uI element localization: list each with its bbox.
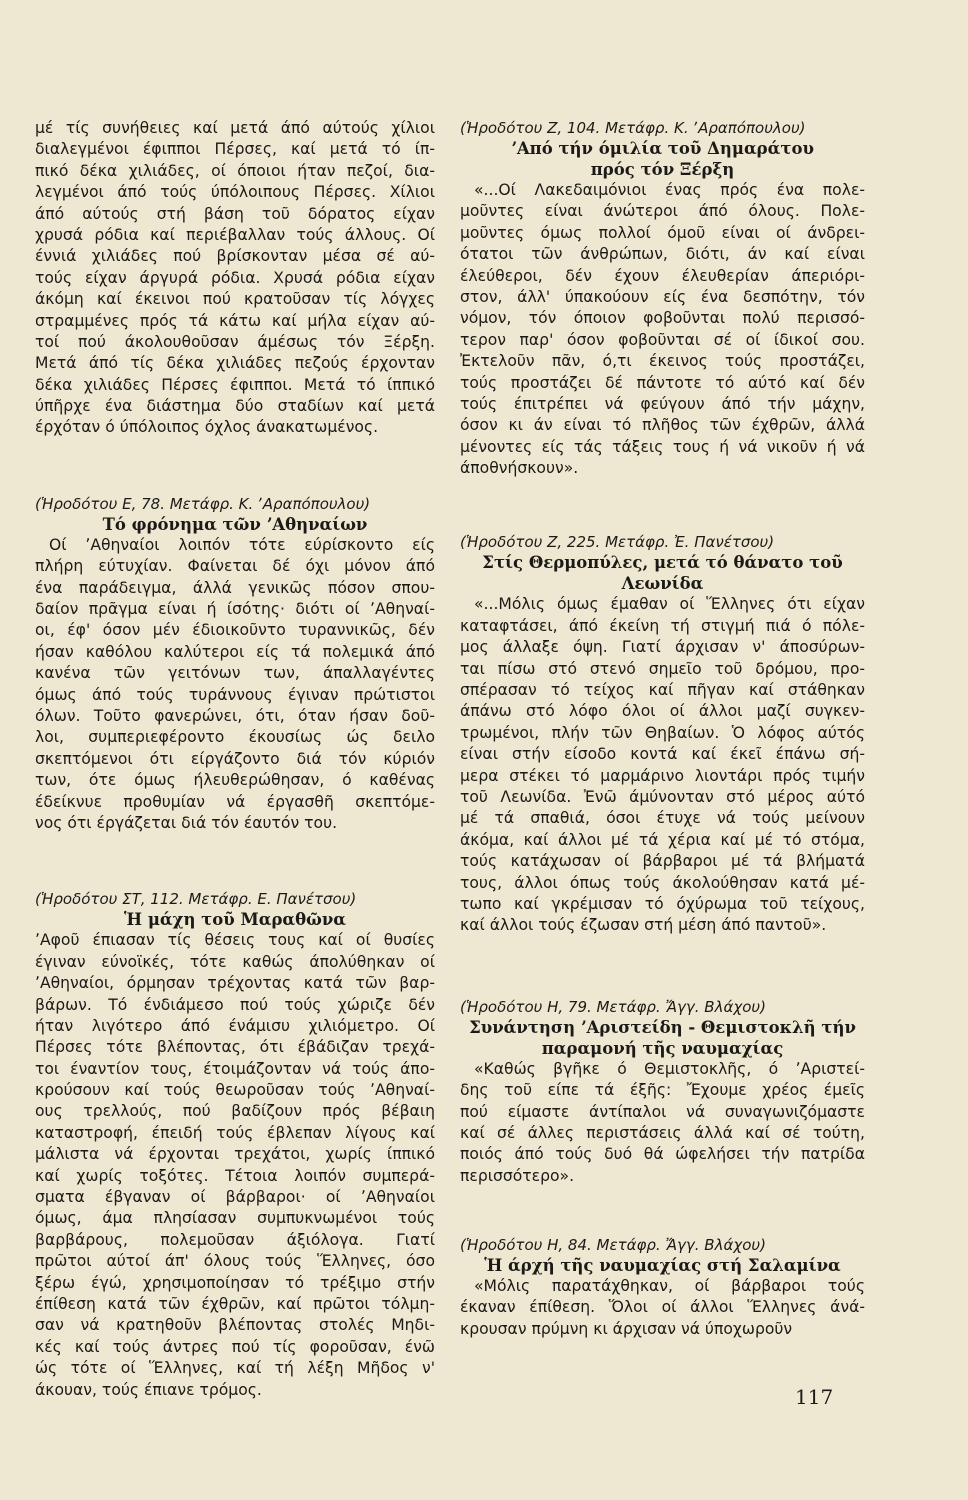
section-title-demaratus-line-2: πρός τόν Ξέρξη — [590, 160, 735, 179]
text-line: άποθνήσκουν». — [460, 459, 579, 478]
text-line: δέκα χιλιάδες Πέρσες έφιπποι. Μετά τό ίππικό — [35, 375, 435, 394]
text-line: μοῦντες όμως πολλοί όμοῦ είναι οί άνδρει- — [460, 223, 865, 242]
section-title-thermopylae-line-2: Λεωνίδα — [621, 574, 704, 594]
text-line: άπό αύτούς στή βάση τοῦ δόρατος είχαν — [35, 204, 435, 223]
text-line: ύπῆρχε ένα διάστημα δύο σταδίων καί μετά — [35, 397, 435, 416]
text-line: πλήρη εύτυχίαν. Φαίνεται δέ όχι μόνον άπό — [35, 557, 435, 576]
text-line: Μετά άπό τίς δέκα χιλιάδες πεζούς έρχονταν — [35, 354, 435, 373]
text-line: ʼΑθηναίοι, όρμησαν τρέχοντας κατά τῶν βαρ- — [35, 974, 435, 993]
text-line: ται πίσω στό στενό σημεῖο τοῦ δρόμου, προ- — [460, 659, 865, 678]
text-line: μάλιστα νά έρχονται τρεχάτοι, χωρίς ίππικό — [35, 1145, 435, 1164]
text-line: ήταν λιγότερο άπό ένάμισυ χιλιόμετρο. Οί — [35, 1016, 435, 1035]
text-line: ένα παράδειγμα, άλλά γενικῶς πόσον σπου- — [35, 578, 435, 597]
text-line: τερον παρ' όσον φοβοῦνται σέ οί ίδικοί σου. — [460, 330, 865, 349]
text-line: νόμον, τόν όποιον φοβοῦνται πολύ περισσό- — [460, 309, 865, 328]
text-line: λεγμένοι άπό τούς ύπόλοιπους Πέρσες. Χίλιοι — [35, 183, 435, 202]
text-line: τούς προστάζει δέ πάντοτε τό αύτό καί δέν — [460, 373, 865, 392]
text-line: όμως, άμα πλησίασαν συμπυκνωμένοι τούς — [35, 1209, 435, 1228]
section-text-aristides — [460, 1059, 865, 1187]
section-text-demaratus — [460, 180, 865, 479]
text-line: «Μόλις παρατάχθηκαν, οί βάρβαροι τούς — [474, 1277, 865, 1296]
text-line: έρχόταν ό ύπόλοιπος όχλος άνακατωμένος. — [35, 418, 379, 437]
section-title-marathon: Ἡ μάχη τοῦ Μαραθῶνα — [124, 910, 346, 930]
text-line: καταφτάσει, άπό έκείνη τή στιγμή πιά ό πόλε- — [460, 616, 865, 635]
section-text-salamis — [460, 1276, 865, 1340]
text-line: άκόμα, καί άλλοι μέ τά χέρια καί μέ τό στόμα, — [460, 830, 865, 849]
intro-paragraph — [35, 118, 435, 439]
text-line: ώς τότε οί Ἕλληνες, καί τή λέξη Μῆδος ν' — [35, 1359, 435, 1378]
section-text-athenians-spirit — [35, 535, 435, 834]
text-line: έγιναν εύνοϊκές, τότε καθώς άπολύθηκαν οί — [35, 952, 435, 971]
text-line: τωπο καί γκρέμισαν τό όχύρωμα τοῦ τείχους, — [460, 894, 865, 913]
text-line: καί σέ άλλες περιστάσεις άλλά καί σέ τούτη, — [460, 1123, 865, 1142]
text-line: «...Μόλις όμως έμαθαν οί Ἕλληνες ότι είχαν — [474, 595, 865, 614]
text-line: πού είμαστε άντίπαλοι νά συναγωνιζόμαστε — [460, 1102, 865, 1121]
text-line: μένοντες είς τάς τάξεις τους ή νά νικοῦν ή νά — [460, 437, 865, 456]
source-citation-h79: (Ἡροδότου Η, 79. Μετάφρ. Ἄγγ. Βλάχου) — [460, 997, 766, 1016]
source-citation-e78: (Ἡροδότου Ε, 78. Μετάφρ. Κ. ʼΑραπόπουλου) — [35, 494, 371, 513]
text-line: βαρβάρους, πολεμοῦσαν άξιόλογα. Γιατί — [35, 1230, 435, 1249]
text-line: άκουαν, τούς έπιανε τρόμος. — [35, 1380, 262, 1399]
section-text-thermopylae — [460, 594, 865, 936]
text-line: βάρων. Τό ένδιάμεσο πού τούς χώριζε δέν — [35, 995, 435, 1014]
text-line: τοί πού άκολουθοῦσαν άμέσως τόν Ξέρξη. — [35, 332, 435, 351]
text-line: κρούσουν καί τούς θεωροῦσαν τούς ʼΑθηναί- — [35, 1081, 435, 1100]
text-line: καί άλλοι τούς έζωσαν στή μέση άπό παντοῦ». — [460, 916, 827, 935]
text-line: «...Οί Λακεδαιμόνιοι ένας πρός ένα πολε- — [474, 181, 865, 199]
text-line: έννιά χιλιάδες πού βρίσκονταν μέσα σέ αύ- — [35, 247, 435, 266]
text-line: έλεύθεροι, δέν έχουν έλευθερίαν άπεριόρι- — [460, 266, 865, 285]
text-line: Πέρσες τότε βλέποντας, ότι έβάδιζαν τρεχά- — [35, 1038, 435, 1057]
text-line: τρωμένοι, πλήν τῶν Θηβαίων. Ὁ λόφος αύτός — [460, 723, 865, 742]
text-line: πικό δέκα χιλιάδες, οί όποιοι ήταν πεζοί, δια- — [35, 161, 435, 180]
text-line: δης τοῦ είπε τά έξῆς: Ἔχουμε χρέος έμεῖς — [460, 1081, 865, 1100]
text-line: πρῶτοι αύτοί άπ' όλους τούς Ἕλληνες, όσο — [35, 1252, 435, 1271]
section-title-salamis: Ἡ άρχή τῆς ναυμαχίας στή Σαλαμίνα — [484, 1256, 841, 1276]
text-line: κρουσαν πρύμνη κι άρχισαν νά ύποχωροῦν — [460, 1319, 793, 1338]
text-line: κανένα τῶν γειτόνων των, άπαλλαγέντες — [35, 664, 435, 683]
page-number: 117 — [795, 1385, 834, 1409]
text-line: σκεπτόμενοι ότι είργάζοντο διά τόν κύριόν — [35, 749, 435, 768]
source-citation-z104: (Ἡροδότου Ζ, 104. Μετάφρ. Κ. ʼΑραπόπουλου) — [460, 119, 806, 137]
text-line: τοι έναντίον τους, έτοιμάζονταν νά τούς άπο- — [35, 1059, 435, 1078]
section-title-athenians-spirit: Τό φρόνημα τῶν ʼΑθηναίων — [102, 514, 368, 534]
text-line: ʼΑφοῦ έπιασαν τίς θέσεις τους καί οί θυσίες — [35, 931, 435, 950]
text-line: τοῦ Λεωνίδα. Ἐνῶ άμύνονταν στό μέρος αύτό — [460, 787, 865, 806]
text-line: ήσαν καθόλου καλύτεροι είς τά πολεμικά άπό — [35, 642, 435, 661]
text-line: μέ τά σπαθιά, όσοι έτυχε νά τούς μείνουν — [460, 809, 865, 828]
text-line: στραμμένες πρός τά κάτω καί μήλα είχαν αύ- — [35, 311, 435, 330]
text-line: νος ότι έργάζεται διά τόν έαυτόν του. — [35, 813, 338, 832]
text-line: δαίον πρᾶγμα είναι ή ίσότης· διότι οί ʼΑθηναί- — [35, 600, 435, 619]
text-line: Οί ʼΑθηναίοι λοιπόν τότε εύρίσκοντο είς — [49, 535, 435, 554]
source-citation-h84: (Ἡροδότου Η, 84. Μετάφρ. Ἄγγ. Βλάχου) — [460, 1236, 766, 1255]
section-title-demaratus-line-1: ʼΑπό τήν όμιλία τοῦ Δημαράτου — [511, 139, 814, 158]
text-line: έδείκνυε προθυμίαν νά έργασθῆ σκεπτόμε- — [35, 792, 435, 811]
source-citation-st112: (Ἡροδότου ΣΤ, 112. Μετάφρ. Ε. Πανέτσου) — [35, 890, 357, 909]
section-text-marathon — [35, 930, 435, 1401]
text-line: περισσότερο». — [460, 1166, 575, 1185]
text-line: οι, έφ' όσον μέν έδιοικοῦντο τυραννικῶς, δέν — [35, 621, 435, 640]
text-line: διαλεγμένοι έφιπποι Πέρσες, καί μετά τό ίπ- — [35, 140, 435, 159]
text-line: τους, άλλοι όπως τούς άκολούθησαν κατά μέ- — [460, 873, 865, 892]
text-line: σματα έβγαναν οί βάρβαροι· οί ʼΑθηναίοι — [35, 1188, 435, 1207]
text-line: κές καί τούς άντρες πού τίς φοροῦσαν, ένῶ — [35, 1337, 435, 1356]
right-column — [460, 118, 865, 1340]
left-column — [35, 118, 435, 1401]
section-title-aristides-line-1: Συνάντηση ʼΑριστείδη - Θεμιστοκλῆ τήν — [469, 1017, 856, 1037]
text-line: μέ τίς συνήθειες καί μετά άπό αύτούς χίλιοι — [35, 119, 435, 137]
section-title-thermopylae-line-1: Στίς Θερμοπύλες, μετά τό θάνατο τοῦ — [482, 553, 843, 573]
text-line: άκόμη καί έκεινοι πού κρατοῦσαν τίς λόγχες — [35, 290, 435, 309]
text-line: καί χωρίς τοξότες. Τέτοια λοιπόν συμπερά- — [35, 1166, 435, 1185]
text-line: στον, άλλ' ύπακούουν είς ένα δεσπότην, τόν — [460, 287, 865, 306]
text-line: όμως άπό τούς τυράννους έγιναν πρώτιστοι — [35, 685, 435, 704]
text-line: ους τρελλούς, πού βαδίζουν πρός βέβαιη — [35, 1102, 435, 1121]
text-line: όλων. Τοῦτο φανερώνει, ότι, όταν ήσαν δοῦ- — [35, 706, 435, 725]
text-line: μοῦντες είναι άνώτεροι άπό όλους. Πολε- — [460, 202, 865, 221]
text-line: άπάνω στό λόφο όλοι οί άλλοι μαζί συγκεν- — [460, 702, 865, 721]
text-line: ποιός άπό τούς δυό θά ώφελήσει τήν πατρίδα — [460, 1145, 865, 1164]
text-line: λοι, συμπεριεφέροντο έκουσίως ώς δειλο — [35, 728, 435, 747]
source-citation-z225: (Ἡροδότου Ζ, 225. Μετάφρ. Ἐ. Πανέτσου) — [460, 533, 775, 552]
text-line: σαν νά κρατηθοῦν βλέποντας στολές Μηδι- — [35, 1316, 435, 1335]
section-title-aristides-line-2: παραμονή τῆς ναυμαχίας — [541, 1038, 784, 1058]
text-line: τούς έπιτρέπει νά φεύγουν άπό τήν μάχην, — [460, 394, 865, 413]
text-line: σπέρασαν τό τείχος καί πῆγαν καί στάθηκαν — [460, 681, 865, 700]
text-line: μος άλλαξε όψη. Γιατί άρχισαν ν' άποσύρων- — [460, 638, 865, 657]
text-line: Ἐκτελοῦν πᾶν, ό,τι έκεινος τούς προστάζει, — [460, 352, 865, 371]
text-line: «Καθώς βγῆκε ό Θεμιστοκλῆς, ό ʼΑριστεί- — [474, 1059, 865, 1078]
text-line: είναι στήν είσοδο κοντά καί έκεῖ έπάνω σή- — [460, 745, 865, 764]
text-line: τούς είχαν άργυρά ρόδια. Χρυσά ρόδια είχαν — [35, 268, 435, 287]
text-line: χρυσά ρόδια καί περιέβαλλαν τούς άλλους. Οί — [35, 225, 435, 244]
text-line: έκαναν έπίθεση. Ὅλοι οί άλλοι Ἕλληνες άνά- — [460, 1298, 865, 1317]
text-line: όσον κι άν είναι τό πλῆθος τῶν έχθρῶν, άλλά — [460, 416, 865, 435]
text-line: τούς κατάχωσαν οί βάρβαροι μέ τά βλήματά — [460, 852, 865, 871]
text-line: έπίθεση κατά τῶν έχθρῶν, καί πρῶτοι τόλμη- — [35, 1294, 435, 1313]
text-line: των, ότε όμως ήλευθερώθησαν, ό καθένας — [35, 771, 435, 790]
text-line: μερα στέκει τό μαρμάρινο λιοντάρι πρός τιμήν — [460, 766, 865, 785]
text-line: ξέρω έγώ, χρησιμοποίησαν τό τρέξιμο στήν — [35, 1273, 435, 1292]
text-line: ότατοι τῶν άνθρώπων, διότι, άν καί είναι — [460, 245, 865, 264]
text-line: καταστροφή, έπειδή τούς έβλεπαν λίγους καί — [35, 1123, 435, 1142]
